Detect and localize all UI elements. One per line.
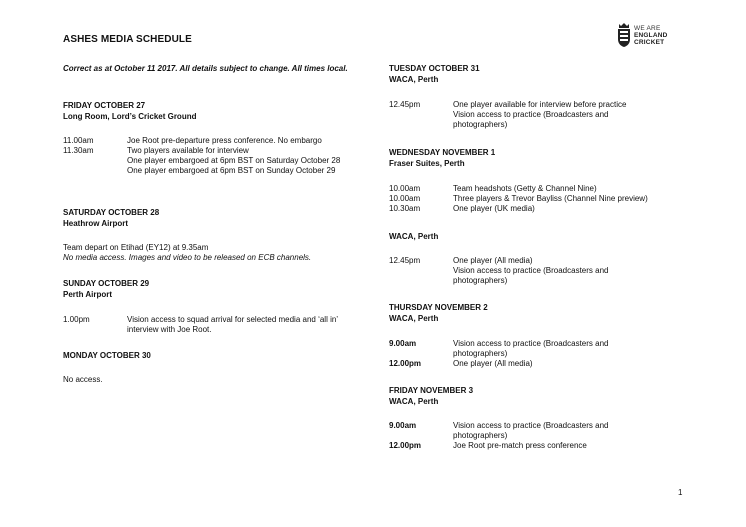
logo-line-1: WE ARE	[634, 25, 661, 32]
schedule-row	[389, 441, 689, 451]
venue-heathrow: Heathrow Airport	[63, 219, 129, 228]
time-label: 9.00am	[389, 339, 417, 348]
logo-line-2: ENGLAND	[634, 32, 668, 39]
schedule-block-tuesday-oct-31	[389, 100, 689, 130]
event-description: Joe Root pre-match press conference	[453, 441, 587, 450]
time-label: 12.00pm	[389, 441, 422, 450]
event-description: Three players & Trevor Bayliss (Channel Nine preview)	[453, 194, 648, 203]
event-description: One player (All media)	[453, 359, 533, 368]
event-description: One player embargoed at 6pm BST on Saturday October 28	[127, 156, 341, 165]
time-label: 9.00am	[389, 421, 417, 430]
document-title: ASHES MEDIA SCHEDULE	[63, 34, 192, 45]
schedule-row	[63, 146, 363, 176]
time-label: 12.45pm	[389, 256, 421, 265]
three-lions-crest-icon	[617, 22, 631, 48]
event-description: One player (All media)	[453, 256, 533, 265]
venue-perth-airport: Perth Airport	[63, 290, 113, 299]
schedule-row	[389, 256, 689, 286]
event-description: Vision access to practice (Broadcasters and photographers)	[453, 266, 609, 285]
event-description: One player (UK media)	[453, 204, 535, 213]
departure-info: Team depart on Etihad (EY12) at 9.35am	[63, 243, 209, 252]
schedule-row	[63, 136, 363, 146]
schedule-row	[389, 359, 689, 369]
schedule-row	[389, 194, 689, 204]
day-heading-wednesday-nov-1: WEDNESDAY NOVEMBER 1	[389, 148, 496, 157]
event-description: Vision access to practice (Broadcasters and photographers)	[453, 421, 609, 440]
schedule-block-sunday-oct-29	[63, 315, 363, 335]
schedule-row	[63, 315, 363, 335]
schedule-row	[389, 184, 689, 194]
venue-waca: WACA, Perth	[389, 232, 439, 241]
event-description: Vision access to practice (Broadcasters and photographers)	[453, 110, 609, 129]
day-heading-tuesday-oct-31: TUESDAY OCTOBER 31	[389, 64, 480, 73]
time-label: 10.00am	[389, 194, 421, 203]
event-description: Vision access to practice (Broadcasters and photographers)	[453, 339, 609, 358]
time-label: 11.00am	[63, 136, 94, 145]
schedule-note: Correct as at October 11 2017. All details subject to change. All times local.	[63, 64, 348, 73]
schedule-block-thursday-nov-2	[389, 339, 689, 369]
schedule-block-wednesday-nov-1-waca	[389, 256, 689, 286]
schedule-row	[389, 421, 689, 441]
schedule-block-friday-nov-3	[389, 421, 689, 451]
ecb-logo	[617, 22, 677, 52]
event-description: Vision access to squad arrival for selected media and ‘all in’ interview with Joe Root.	[127, 315, 338, 334]
day-heading-thursday-nov-2: THURSDAY NOVEMBER 2	[389, 303, 488, 312]
day-heading-friday-oct-27: FRIDAY OCTOBER 27	[63, 101, 146, 110]
venue-fraser-suites: Fraser Suites, Perth	[389, 159, 465, 168]
time-label: 10.30am	[389, 204, 421, 213]
schedule-row	[389, 339, 689, 359]
no-access-text: No access.	[63, 375, 103, 384]
schedule-block-wednesday-nov-1	[389, 184, 689, 214]
time-label: 12.00pm	[389, 359, 422, 368]
venue-waca: WACA, Perth	[389, 314, 439, 323]
schedule-row	[389, 100, 689, 130]
schedule-block-saturday-oct-28	[63, 243, 363, 263]
event-description: Team headshots (Getty & Channel Nine)	[453, 184, 597, 193]
time-label: 1.00pm	[63, 315, 90, 324]
day-heading-monday-oct-30: MONDAY OCTOBER 30	[63, 351, 151, 360]
day-heading-saturday-oct-28: SATURDAY OCTOBER 28	[63, 208, 160, 217]
event-description: Two players available for interview	[127, 146, 249, 155]
venue-waca: WACA, Perth	[389, 75, 439, 84]
day-heading-sunday-oct-29: SUNDAY OCTOBER 29	[63, 279, 150, 288]
event-description: Joe Root pre-departure press conference. No embargo	[127, 136, 322, 145]
event-description: One player available for interview before practice	[453, 100, 627, 109]
time-label: 10.00am	[389, 184, 421, 193]
schedule-block-friday-oct-27	[63, 136, 363, 176]
day-heading-friday-nov-3: FRIDAY NOVEMBER 3	[389, 386, 474, 395]
venue-lords: Long Room, Lord’s Cricket Ground	[63, 112, 197, 121]
page-number: 1	[678, 488, 683, 497]
event-description: One player embargoed at 6pm BST on Sunday October 29	[127, 166, 336, 175]
time-label: 12.45pm	[389, 100, 421, 109]
media-access-note: No media access. Images and video to be released on ECB channels.	[63, 253, 312, 262]
schedule-row	[389, 204, 689, 214]
venue-waca: WACA, Perth	[389, 397, 439, 406]
time-label: 11.30am	[63, 146, 94, 155]
logo-line-3: CRICKET	[634, 39, 665, 46]
